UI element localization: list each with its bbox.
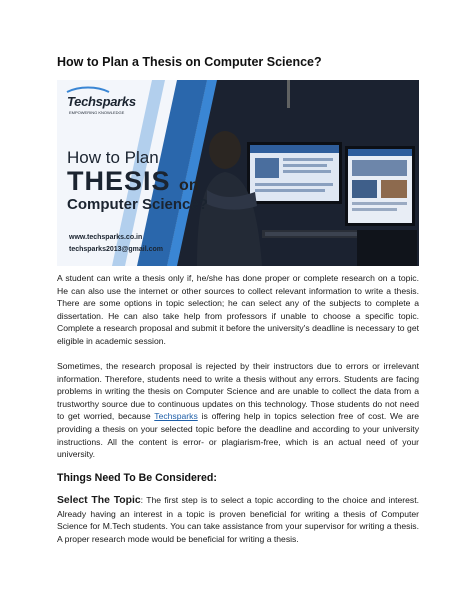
banner-heading-line2 — [67, 166, 199, 197]
paragraph-3 — [57, 494, 419, 545]
topic-label: Select The Topic — [57, 495, 141, 506]
logo-tagline: EMPOWERING KNOWLEDGE — [69, 110, 125, 115]
topic-text: : The first step is to select a topic according to the choice and interest. Already having an interest in a topic is proven beneficial for writing a thesis of Computer Science for M.Tech students. You can take assistance from your supervisor for writing a thesis. A proper research mode would be beneficial for writing a thesis. — [57, 495, 420, 544]
banner-image — [57, 80, 419, 266]
logo: Techsparks — [67, 94, 136, 109]
banner-website: www.techsparks.co.in — [69, 234, 143, 241]
banner-heading-on: on — [179, 177, 199, 194]
paragraph-2-text-b: is offering help in topics selection free of cost. We are providing a thesis on your selected topic before the deadline and according to your university instructions. All the content is error- or plagiarism-free, which is an actual need of your university. — [57, 411, 419, 460]
techsparks-link[interactable]: Techsparks — [154, 411, 198, 422]
banner-heading-line1: How to Plan — [67, 148, 159, 167]
banner-heading-line3: Computer Science? — [67, 196, 208, 213]
banner-heading-thesis: THESIS — [67, 166, 171, 196]
section-heading: Things Need To Be Considered: — [57, 472, 217, 484]
banner-email: techsparks2013@gmail.com — [69, 246, 163, 253]
paragraph-2 — [57, 360, 419, 461]
page-title: How to Plan a Thesis on Computer Science? — [57, 55, 322, 69]
paragraph-2-text-a: Sometimes, the research proposal is rejected by their instructors due to errors or irrelevant information. Therefore, students need to write a thesis without any errors. Students are facing problems in writing the thesis on Computer Science and are unable to collect the data from a trustworthy source due to continuous updates on this technology. Those students do not need to get worried, because — [57, 361, 419, 422]
paragraph-1: A student can write a thesis only if, he/she has done proper or complete research on a topic. He can also use the internet or other sources to collect relevant information to write a thesis. There are some options in topic selection; he can select any of the subjects to complete a dissertation. He can also take help from professors if unable to choose a specific topic. Complete a research proposal and submit it before the university's deadline is necessary to get eligible in academic session. — [57, 273, 419, 346]
